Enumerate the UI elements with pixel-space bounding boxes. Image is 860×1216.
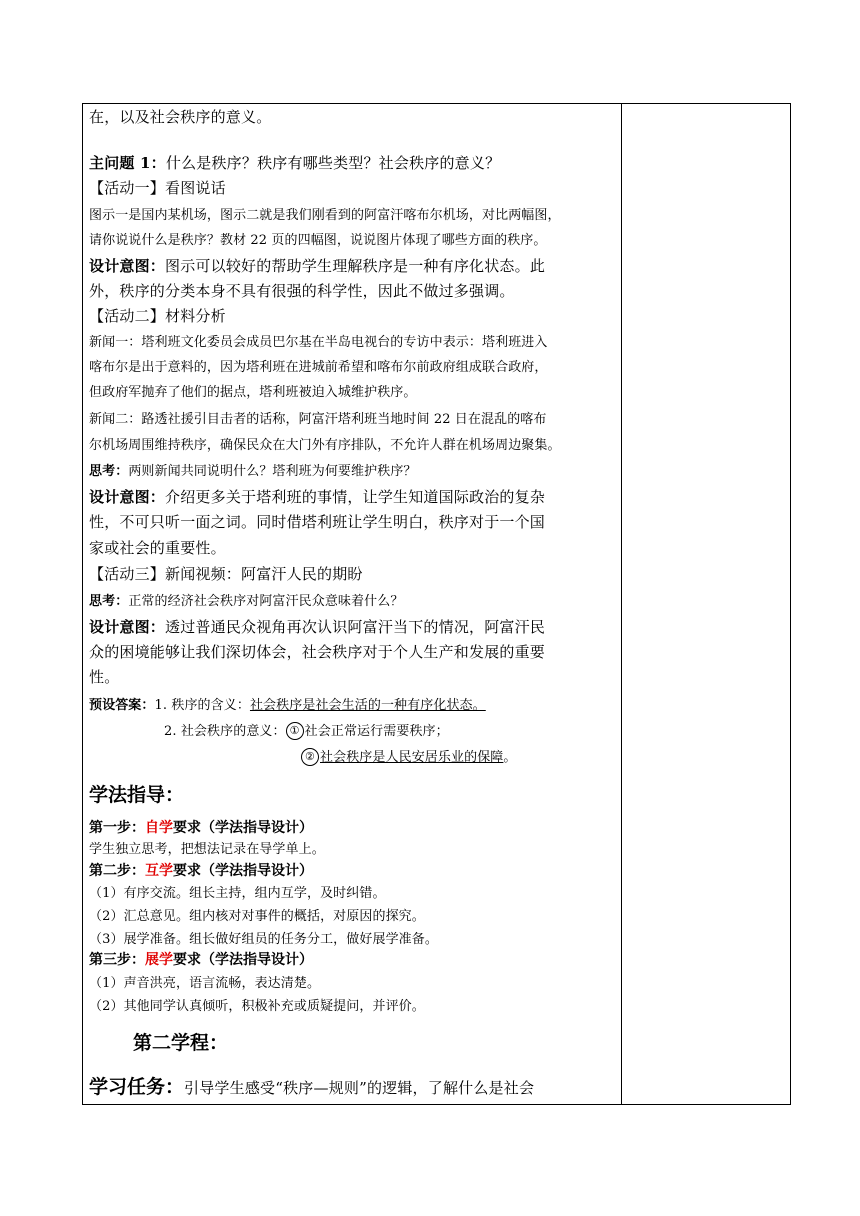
step-3-item-1: （1）声音洪亮，语言流畅，表达清楚。 xyxy=(89,976,321,991)
step-2-item-1: （1）有序交流。组长主持，组内互学，及时纠错。 xyxy=(89,886,386,901)
step-1-body: 学生独立思考，把想法记录在导学单上。 xyxy=(89,842,325,857)
step-2-heading: 第二步：互学要求（学法指导设计） xyxy=(89,863,313,879)
news-2-line-2: 尔机场周围维持秩序，确保民众在大门外有序排队，不允许人群在机场周边聚集。 xyxy=(89,438,561,453)
activity-1-body-1: 图示一是国内某机场，图示二就是我们刚看到的阿富汗喀布尔机场，对比两幅图， xyxy=(89,208,561,223)
step-1-heading: 第一步：自学要求（学法指导设计） xyxy=(89,820,313,836)
news-1-line-1: 新闻一：塔利班文化委员会成员巴尔基在半岛电视台的专访中表示：塔利班进入 xyxy=(89,335,548,350)
step-2-item-2: （2）汇总意见。组内核对对事件的概括，对原因的探究。 xyxy=(89,909,425,924)
news-1-line-2: 喀布尔是出于意料的，因为塔利班在进城前希望和喀布尔前政府组成联合政府， xyxy=(89,360,548,375)
activity-3-intent-1: 设计意图：透过普通民众视角再次认识阿富汗当下的情况，阿富汗民 xyxy=(89,618,546,636)
news-2-line-1: 新闻二：路透社援引目击者的话称，阿富汗塔利班当地时间 22 日在混乱的喀布 xyxy=(89,412,547,427)
second-course-title: 第二学程： xyxy=(133,1032,229,1054)
main-question-1: 主问题 1：什么是秩序？秩序有哪些类型？社会秩序的意义？ xyxy=(89,154,501,172)
study-guide-title: 学法指导： xyxy=(89,784,185,806)
activity-3-think: 思考：正常的经济社会秩序对阿富汗民众意味着什么？ xyxy=(89,594,404,609)
intro-tail: 在，以及社会秩序的意义。 xyxy=(89,108,272,126)
activity-3-intent-2: 众的困境能够让我们深切体会，社会秩序对于个人生产和发展的重要 xyxy=(89,643,546,661)
activity-1-body-2: 请你说说什么是秩序？教材 22 页的四幅图，说说图片体现了哪些方面的秩序。 xyxy=(89,233,547,248)
step-2-item-3: （3）展学准备。组长做好组员的任务分工，做好展学准备。 xyxy=(89,932,438,947)
preset-answer-line-2: 2. 社会秩序的意义： ① 社会正常运行需要秩序； xyxy=(164,724,449,739)
step-3-heading: 第三步：展学要求（学法指导设计） xyxy=(89,952,313,968)
preset-answer-line-1: 预设答案：1. 秩序的含义：社会秩序是社会生活的一种有序化状态。 xyxy=(89,698,486,713)
activity-2-think: 思考：两则新闻共同说明什么？塔利班为何要维护秩序？ xyxy=(89,464,417,479)
activity-1-intent-2: 外，秩序的分类本身不具有很强的科学性，因此不做过多强调。 xyxy=(89,282,515,300)
activity-2-intent-3: 家或社会的重要性。 xyxy=(89,539,226,557)
activity-2-title: 【活动二】材料分析 xyxy=(89,307,226,325)
learning-task: 学习任务：引导学生感受“秩序—规则”的逻辑，了解什么是社会 xyxy=(89,1076,535,1098)
news-1-line-3: 但政府军抛弃了他们的据点，塔利班被迫入城维护秩序。 xyxy=(89,385,417,400)
activity-1-intent-1: 设计意图：图示可以较好的帮助学生理解秩序是一种有序化状态。此 xyxy=(89,257,546,275)
activity-2-intent-2: 性，不可只听一面之词。同时借塔利班让学生明白，秩序对于一个国 xyxy=(89,513,546,531)
column-divider xyxy=(621,103,622,1105)
activity-3-title: 【活动三】新闻视频：阿富汗人民的期盼 xyxy=(89,565,363,583)
activity-1-title: 【活动一】看图说话 xyxy=(89,179,226,197)
activity-3-intent-3: 性。 xyxy=(89,668,120,686)
step-3-item-2: （2）其他同学认真倾听，积极补充或质疑提问，并评价。 xyxy=(89,999,425,1014)
preset-answer-line-3: ② 社会秩序是人民安居乐业的保障。 xyxy=(301,746,517,766)
activity-2-intent-1: 设计意图：介绍更多关于塔利班的事情，让学生知道国际政治的复杂 xyxy=(89,488,546,506)
